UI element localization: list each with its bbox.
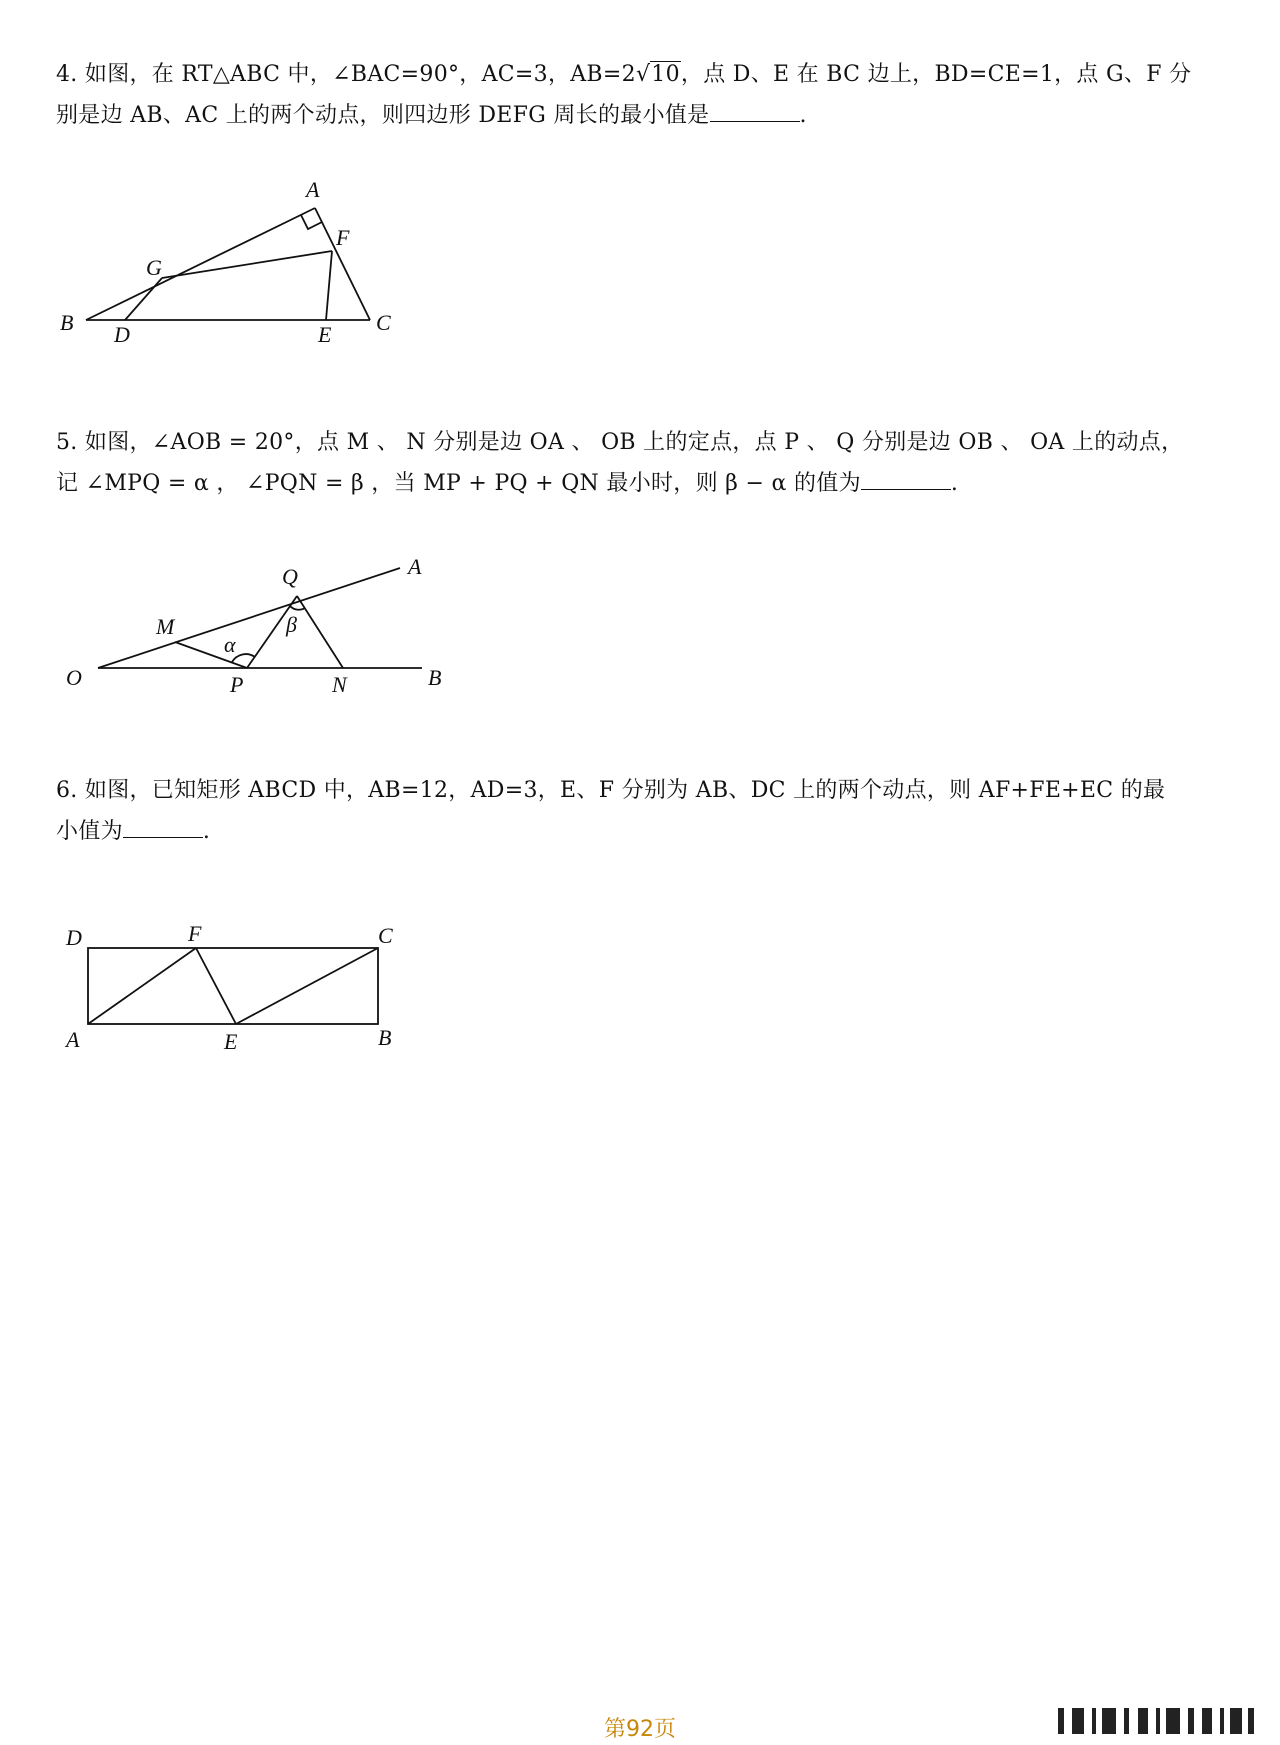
- answer-blank-4[interactable]: [710, 103, 800, 122]
- figure-6-rectangle: [60, 915, 460, 1065]
- problem-4-text-1-tail: ，点 D、E 在 BC 边上，BD=CE=1，点 G、F 分: [680, 62, 1192, 87]
- problem-5-text-2: 记 ∠MPQ = α ， ∠PQN = β ，当 MP + PQ + QN 最小时，则 β − α 的值为: [56, 471, 861, 496]
- problem-5-number: 5.: [56, 430, 78, 455]
- label-e: E: [318, 322, 332, 347]
- problem-5-end: .: [950, 471, 959, 496]
- label-d: D: [66, 925, 82, 950]
- label-b: B: [60, 310, 74, 335]
- problem-4-number: 4.: [56, 62, 78, 87]
- label-q: Q: [282, 564, 298, 589]
- label-f: F: [336, 225, 350, 250]
- label-alpha: α: [224, 632, 236, 657]
- ab-radicand: 10: [651, 62, 680, 87]
- segment-af: [88, 948, 196, 1024]
- label-o: O: [66, 665, 82, 690]
- problem-5-line-2: [56, 463, 1226, 504]
- problem-6-end: .: [202, 819, 211, 844]
- problem-4: [56, 54, 1226, 136]
- problem-6-number: 6.: [56, 778, 78, 803]
- label-e: E: [224, 1029, 238, 1054]
- label-c: C: [376, 310, 391, 335]
- figure-4-triangle: [60, 175, 460, 355]
- problem-4-line-2: [56, 95, 1226, 136]
- segment-ec: [236, 948, 378, 1024]
- problem-4-text-2: 别是边 AB、AC 上的两个动点，则四边形 DEFG 周长的最小值是: [56, 103, 710, 128]
- label-d: D: [114, 322, 130, 347]
- label-f: F: [188, 921, 202, 946]
- problem-6-line-2: [56, 811, 1226, 852]
- ab-coefficient: 2: [621, 62, 636, 87]
- segment-ba: [86, 208, 315, 320]
- label-beta: β: [286, 612, 297, 637]
- segment-qn: [297, 596, 343, 668]
- problem-6-text-2: 小值为: [56, 819, 123, 844]
- problem-4-line-1: [56, 54, 1226, 95]
- label-b: B: [428, 665, 442, 690]
- problem-4-end: .: [799, 103, 807, 128]
- label-g: G: [146, 255, 162, 280]
- label-b: B: [378, 1025, 392, 1050]
- figure-5-angle: [60, 550, 460, 710]
- problem-4-text-1: 如图，在 RT△ABC 中，∠BAC=90°，AC=3，AB=: [84, 62, 622, 87]
- segment-fe: [196, 948, 236, 1024]
- label-a: A: [408, 554, 422, 579]
- watermark-barcode: [1058, 1708, 1258, 1734]
- label-m: M: [156, 614, 175, 639]
- label-n: N: [332, 672, 347, 697]
- problem-5-text-1: 如图，∠AOB = 20°，点 M 、 N 分别是边 OA 、 OB 上的定点，点 P 、 Q 分别是边 OB 、 OA 上的动点，: [84, 430, 1184, 455]
- ray-oa: [98, 568, 400, 668]
- page-number: 第92页: [604, 1717, 676, 1742]
- problem-5-line-1: [56, 422, 1226, 463]
- rectangle-abcd: [88, 948, 378, 1024]
- label-p: P: [230, 672, 244, 697]
- answer-blank-5[interactable]: [861, 471, 951, 490]
- segment-mp: [175, 642, 247, 668]
- label-a: A: [306, 177, 320, 202]
- answer-blank-6[interactable]: [123, 819, 203, 838]
- sqrt-sign: √: [635, 62, 651, 87]
- label-a: A: [66, 1027, 80, 1052]
- segment-gf: [162, 251, 332, 278]
- segment-fe: [326, 251, 332, 320]
- problem-6: [56, 770, 1226, 852]
- problem-6-line-1: [56, 770, 1226, 811]
- problem-5: [56, 422, 1226, 504]
- label-c: C: [378, 923, 393, 948]
- problem-6-text-1: 如图，已知矩形 ABCD 中，AB=12，AD=3，E、F 分别为 AB、DC 上的两个动点，则 AF+FE+EC 的最: [84, 778, 1166, 803]
